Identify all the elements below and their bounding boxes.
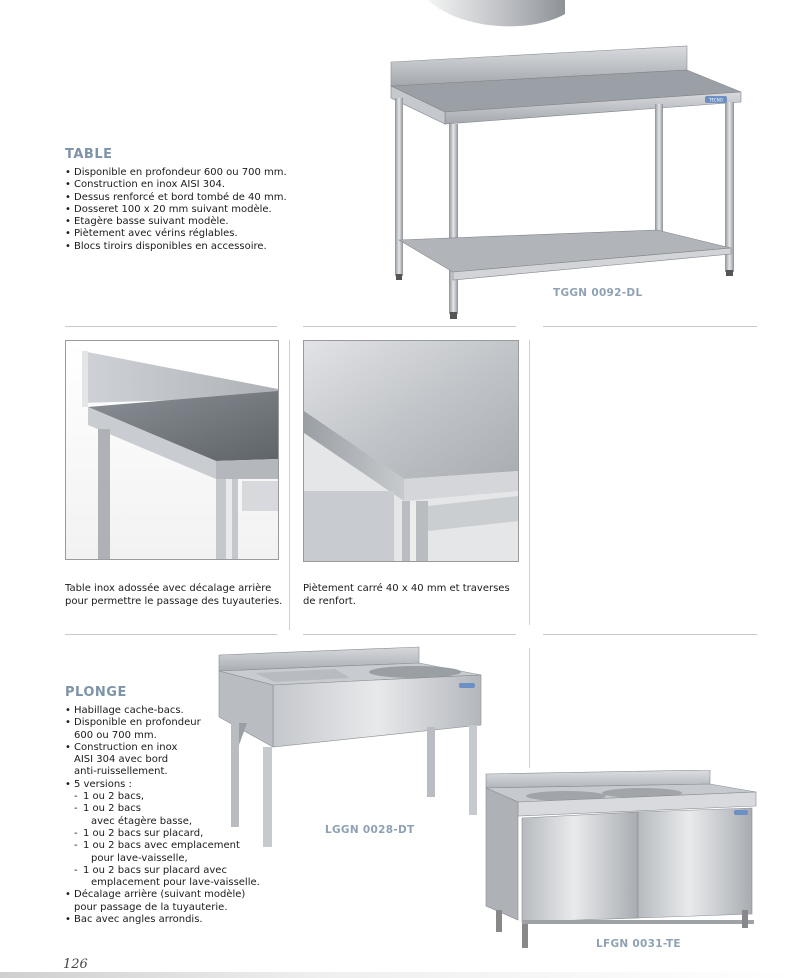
table-feature-item: • Etagère basse suivant modèle. [65, 216, 365, 228]
divider-line [303, 634, 516, 635]
table-feature-item: • Disponible en profondeur 600 ou 700 mm. [65, 167, 365, 179]
table-product-image [385, 40, 745, 325]
table-feature-item: • Dessus renforcé et bord tombé de 40 mm. [65, 192, 365, 204]
version-item: - 1 ou 2 bacs avec étagère basse, [74, 803, 295, 828]
version-item: - 1 ou 2 bacs, [74, 791, 295, 803]
table-features-list [65, 167, 365, 253]
table-feature-item: • Dosseret 100 x 20 mm suivant modèle. [65, 204, 365, 216]
detail-caption-right [303, 583, 523, 608]
version-item: - 1 ou 2 bacs sur placard avec emplacement pour lave-vaisselle. [74, 865, 295, 890]
brand-badge-text: TECNO [709, 97, 723, 103]
feature-text: Habillage cache-bacs. [74, 705, 184, 716]
feature-text: Disponible en profondeur [74, 717, 201, 729]
feature-text: anti-ruissellement. [74, 766, 168, 778]
detail-photo-backsplash [65, 340, 279, 560]
divider-line [303, 326, 516, 327]
cabinet-sink-product-ref: LFGN 0031-TE [596, 938, 681, 950]
caption-line: Table inox adossée avec décalage arrière [65, 583, 272, 594]
detail-caption-left [65, 583, 285, 608]
feature-text: 5 versions : [74, 778, 132, 790]
feature-text: Bac avec angles arrondis. [74, 914, 203, 926]
plonge-feature-item [65, 889, 295, 914]
sink-product-image [215, 645, 485, 850]
cabinet-sink-product-image [482, 770, 764, 952]
caption-line: Piètement carré 40 x 40 mm et traverses [303, 583, 510, 594]
divider-line [543, 634, 757, 635]
detail-photo-leg [303, 340, 519, 562]
table-section-title: TABLE [65, 147, 113, 162]
feature-text: pour passage de la tuyauterie. [74, 901, 228, 913]
footer-bar-decoration [0, 972, 800, 978]
version-item: - 1 ou 2 bacs sur placard, [74, 828, 295, 840]
divider-line [65, 634, 277, 635]
table-feature-item: • Construction en inox AISI 304. [65, 179, 365, 191]
version-item: - 1 ou 2 bacs avec emplacement pour lave-vaisselle, [74, 840, 295, 865]
page-number: 126 [63, 957, 88, 972]
table-product-ref: TGGN 0092-DL [553, 287, 643, 299]
plonge-feature-item [65, 914, 295, 926]
vertical-divider [529, 648, 530, 768]
feature-text: Décalage arrière (suivant modèle) [74, 889, 246, 901]
table-feature-item: • Blocs tiroirs disponibles en accessoire. [65, 241, 365, 253]
feature-text: 600 ou 700 mm. [74, 729, 157, 741]
divider-line [543, 326, 757, 327]
plonge-section-title: PLONGE [65, 685, 127, 700]
feature-text: Construction en inox [74, 741, 178, 753]
top-swoosh-decoration [420, 0, 570, 40]
vertical-divider [529, 340, 530, 625]
table-feature-item: • Piètement avec vérins réglables. [65, 228, 365, 240]
vertical-divider [289, 340, 290, 630]
feature-text: AISI 304 avec bord [74, 754, 169, 766]
caption-line: de renfort. [303, 595, 356, 607]
caption-line: pour permettre le passage des tuyauteries. [65, 595, 283, 607]
sink-product-ref: LGGN 0028-DT [325, 824, 415, 836]
divider-line [65, 326, 277, 327]
